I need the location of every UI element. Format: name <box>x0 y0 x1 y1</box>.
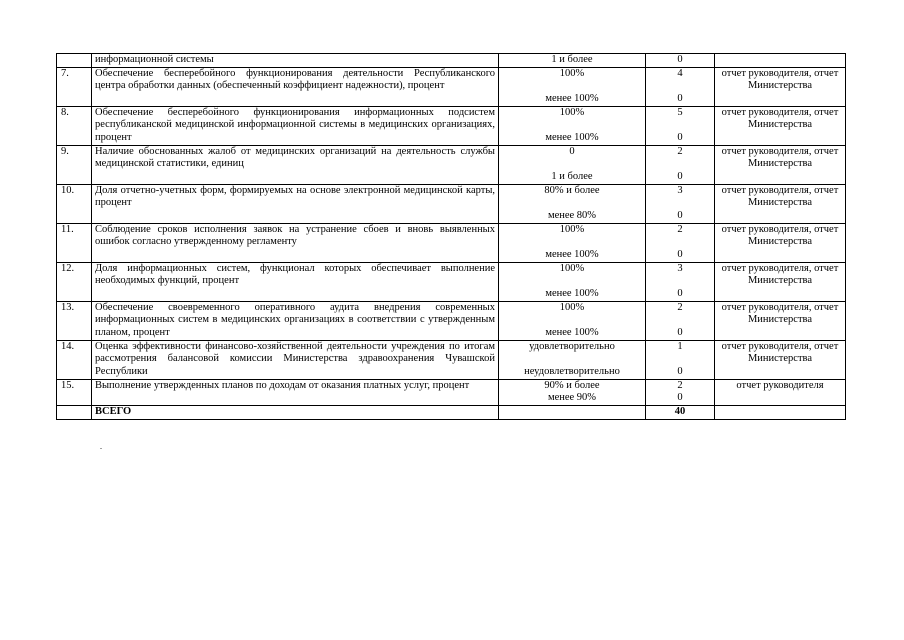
indicator-name: Выполнение утвержденных планов по доходам от оказания платных услуг, процент <box>92 379 499 405</box>
source-text: отчет руководителя, отчет Министерства <box>721 67 839 91</box>
table-row <box>57 184 846 223</box>
indicator-name: Доля информационных систем, функционал которых обеспечивает выполнение необходимых функций, процент <box>92 262 499 301</box>
source-cell <box>715 184 846 223</box>
total-row <box>57 405 846 419</box>
score-value: 5 <box>677 106 683 118</box>
source-cell <box>715 301 846 340</box>
source-text: отчет руководителя, отчет Министерства <box>721 340 839 364</box>
score-value: 4 <box>677 67 683 79</box>
score-value: 0 <box>677 327 683 338</box>
row-number: 13. <box>57 301 92 340</box>
score-cell <box>646 223 715 262</box>
score-value: 0 <box>677 171 683 182</box>
row-number: 15. <box>57 379 92 405</box>
norm-value: менее 100% <box>545 132 599 143</box>
source-cell <box>715 106 846 145</box>
score-cell <box>646 262 715 301</box>
score-value: 0 <box>677 210 683 221</box>
source-text: отчет руководителя, отчет Министерства <box>721 301 839 325</box>
norm-cell <box>499 262 646 301</box>
row-number: 9. <box>57 145 92 184</box>
source-cell <box>715 67 846 106</box>
score-value: 2 <box>677 301 683 313</box>
score-value: 3 <box>677 262 683 274</box>
table-row <box>57 54 846 68</box>
row-number: 7. <box>57 67 92 106</box>
row-number: 8. <box>57 106 92 145</box>
norm-value: менее 100% <box>545 327 599 338</box>
row-number <box>57 54 92 68</box>
norm-value: 1 и более <box>551 54 593 65</box>
row-number: 14. <box>57 340 92 379</box>
table-row <box>57 262 846 301</box>
norm-cell <box>499 379 646 405</box>
source-cell <box>715 262 846 301</box>
score-value: 0 <box>677 54 683 65</box>
norm-value: 1 и более <box>551 171 593 182</box>
norm-value: 100% <box>559 106 585 118</box>
norm-value: неудовлетворительно <box>524 366 620 377</box>
norm-value: менее 100% <box>545 288 599 299</box>
norm-cell <box>499 145 646 184</box>
source-cell <box>715 145 846 184</box>
norm-cell <box>499 223 646 262</box>
score-value: 0 <box>677 392 683 403</box>
total-score: 40 <box>646 405 715 419</box>
norm-cell <box>499 340 646 379</box>
source-text: отчет руководителя, отчет Министерства <box>721 262 839 286</box>
score-value: 0 <box>677 288 683 299</box>
source-text: отчет руководителя, отчет Министерства <box>721 106 839 130</box>
source-text: отчет руководителя, отчет Министерства <box>721 223 839 247</box>
score-value: 0 <box>677 366 683 377</box>
table-row <box>57 340 846 379</box>
norm-cell <box>499 106 646 145</box>
source-cell <box>715 405 846 419</box>
norm-cell <box>499 405 646 419</box>
source-text: отчет руководителя, отчет Министерства <box>721 145 839 169</box>
indicator-name: информационной системы <box>92 54 499 68</box>
footnote-mark: . <box>100 442 102 451</box>
indicator-name: Обеспечение бесперебойного функционирования деятельности Республиканского центра обработки данных (обеспеченный коэффициент надежности), процент <box>92 67 499 106</box>
table-row <box>57 106 846 145</box>
norm-value: менее 80% <box>547 210 597 221</box>
score-value: 2 <box>677 145 683 157</box>
norm-value: менее 100% <box>545 93 599 104</box>
source-text: отчет руководителя, отчет Министерства <box>721 184 839 208</box>
source-cell <box>715 340 846 379</box>
norm-value: 80% и более <box>544 184 600 196</box>
score-value: 0 <box>677 132 683 143</box>
norm-value: 0 <box>569 145 575 157</box>
norm-value: 90% и более <box>544 379 600 391</box>
norm-value: 100% <box>559 223 585 235</box>
indicator-name: Обеспечение своевременного оперативного аудита внедрения современных информационных систем в медицинских организациях в соответствии с утвержденным планом, процент <box>92 301 499 340</box>
score-value: 3 <box>677 184 683 196</box>
kpi-table-body <box>57 54 846 420</box>
score-cell <box>646 54 715 68</box>
norm-cell <box>499 184 646 223</box>
score-value: 0 <box>677 93 683 104</box>
norm-value: удовлетворительно <box>529 340 615 352</box>
indicator-name: Доля отчетно-учетных форм, формируемых на основе электронной медицинской карты, процент <box>92 184 499 223</box>
row-number <box>57 405 92 419</box>
kpi-table <box>56 53 846 420</box>
score-cell <box>646 340 715 379</box>
score-cell <box>646 145 715 184</box>
score-cell <box>646 301 715 340</box>
table-row <box>57 145 846 184</box>
row-number: 12. <box>57 262 92 301</box>
norm-value: 100% <box>559 67 585 79</box>
norm-value: менее 90% <box>547 392 597 403</box>
norm-value: 100% <box>559 262 585 274</box>
norm-cell <box>499 301 646 340</box>
score-cell <box>646 184 715 223</box>
row-number: 10. <box>57 184 92 223</box>
source-cell <box>715 54 846 68</box>
norm-value: менее 100% <box>545 249 599 260</box>
score-cell <box>646 106 715 145</box>
indicator-name: Оценка эффективности финансово-хозяйственной деятельности учреждения по итогам рассмотрения балансовой комиссии Министерства здравоохранения Чувашской Республики <box>92 340 499 379</box>
score-value: 2 <box>677 379 683 391</box>
indicator-name: Обеспечение бесперебойного функционирования информационных подсистем республиканской медицинской информационной системы в медицинских организациях, процент <box>92 106 499 145</box>
source-cell <box>715 379 846 405</box>
norm-value: 100% <box>559 301 585 313</box>
source-text: отчет руководителя <box>736 379 824 391</box>
score-value: 1 <box>677 340 683 352</box>
indicator-name: Соблюдение сроков исполнения заявок на устранение сбоев и вновь выявленных ошибок согласно утвержденному регламенту <box>92 223 499 262</box>
table-row <box>57 67 846 106</box>
norm-cell <box>499 54 646 68</box>
row-number: 11. <box>57 223 92 262</box>
table-row <box>57 379 846 405</box>
score-value: 0 <box>677 249 683 260</box>
indicator-name: Наличие обоснованных жалоб от медицинских организаций на деятельность службы медицинской статистики, единиц <box>92 145 499 184</box>
total-label: ВСЕГО <box>92 405 499 419</box>
score-cell <box>646 379 715 405</box>
norm-cell <box>499 67 646 106</box>
score-value: 2 <box>677 223 683 235</box>
table-row <box>57 301 846 340</box>
score-cell <box>646 67 715 106</box>
source-cell <box>715 223 846 262</box>
table-row <box>57 223 846 262</box>
